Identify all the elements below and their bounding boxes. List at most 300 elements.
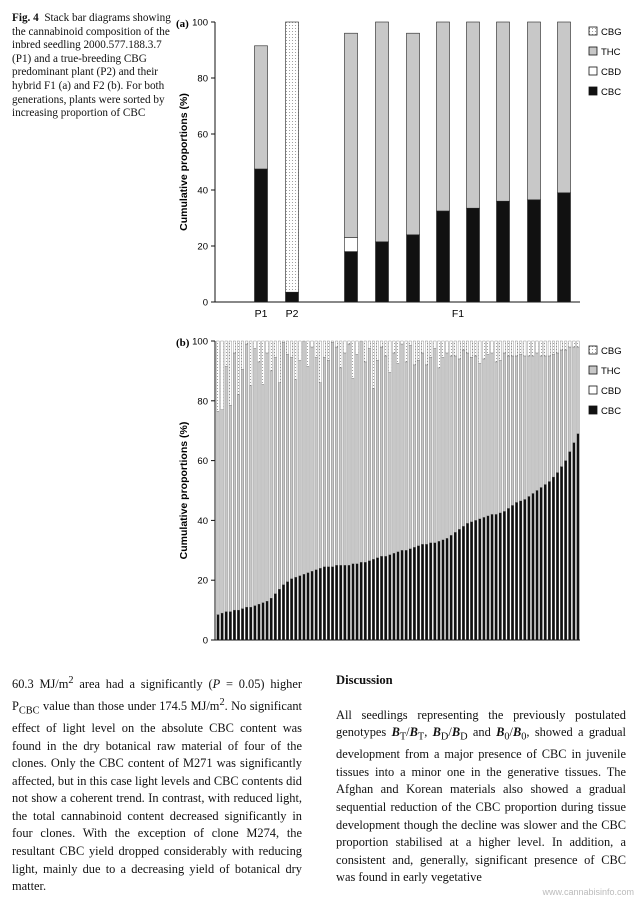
bar-b-16-cbg: [278, 341, 281, 383]
bar-b-60-cbc: [458, 529, 461, 640]
bar-b-62-thc: [466, 353, 469, 523]
bar-b-14-cbc: [270, 598, 273, 640]
bar-b-67-thc: [487, 354, 490, 515]
bar-b-29-thc: [331, 342, 334, 566]
bar-b-69-cbg: [495, 341, 498, 362]
bar-b-56-cbg: [442, 341, 445, 357]
bar-b-18-thc: [286, 354, 289, 581]
bar-b-75-thc: [519, 354, 522, 501]
bar-b-83-thc: [552, 354, 555, 477]
bar-b-7-cbg: [241, 341, 244, 369]
bar-b-3-cbg: [225, 341, 228, 366]
bar-b-13-cbg: [266, 341, 269, 353]
bar-b-36-thc: [360, 341, 363, 562]
bar-b-26-thc: [319, 383, 322, 568]
bar-b-41-cbg: [380, 341, 383, 347]
bar-a-2-cbg: [286, 22, 299, 292]
bar-b-62-cbg: [466, 341, 469, 353]
bar-b-13-cbc: [266, 601, 269, 640]
legend-label-cbc: CBC: [601, 87, 622, 98]
bar-b-44-thc: [393, 353, 396, 553]
bar-b-51-cbg: [421, 341, 424, 353]
bar-b-80-thc: [540, 356, 543, 488]
bar-b-8-cbg: [245, 341, 248, 344]
bar-b-72-thc: [507, 356, 510, 508]
bar-b-87-thc: [569, 347, 572, 452]
bar-b-2-thc: [221, 410, 224, 613]
bar-b-49-cbc: [413, 547, 416, 640]
bar-b-27-cbg: [323, 341, 326, 357]
bar-b-32-cbc: [344, 565, 347, 640]
bar-b-82-thc: [548, 356, 551, 482]
bar-b-66-thc: [483, 359, 486, 517]
bar-a-5-thc: [407, 33, 420, 235]
bar-b-58-cbg: [450, 341, 453, 356]
y-tick-label: 40: [197, 185, 208, 197]
bar-b-15-cbg: [274, 341, 277, 357]
bar-b-23-cbc: [307, 573, 310, 640]
bar-b-16-cbc: [278, 589, 281, 640]
bar-b-24-cbc: [311, 571, 314, 640]
bar-b-13-thc: [266, 353, 269, 601]
group-label: P1: [254, 308, 268, 320]
bar-b-69-thc: [495, 362, 498, 514]
bar-b-53-cbg: [429, 341, 432, 357]
bar-b-25-cbc: [315, 570, 318, 640]
bar-a-4-cbc: [376, 242, 389, 302]
y-tick-label: 20: [197, 241, 208, 253]
bar-b-28-cbg: [327, 341, 330, 360]
bar-b-77-thc: [528, 356, 531, 497]
bar-a-7-thc: [467, 22, 480, 208]
bar-b-28-cbc: [327, 567, 330, 640]
bar-b-43-cbg: [389, 341, 392, 372]
legend-swatch-cbd: [589, 67, 597, 75]
bar-a-2-cbc: [286, 292, 299, 302]
y-tick-label: 0: [202, 297, 208, 309]
bar-b-81-cbc: [544, 485, 547, 640]
bar-b-50-cbg: [417, 341, 420, 360]
bar-b-21-thc: [299, 360, 302, 575]
bar-b-36-cbc: [360, 562, 363, 640]
bar-b-50-thc: [417, 360, 420, 545]
bar-b-56-cbc: [442, 540, 445, 640]
bar-b-55-cbc: [438, 541, 441, 640]
bar-a-10-thc: [558, 22, 571, 193]
bar-b-26-cbg: [319, 341, 322, 383]
bar-b-45-cbg: [397, 341, 400, 363]
bar-b-60-thc: [458, 359, 461, 529]
bar-b-78-cbc: [532, 493, 535, 640]
bar-b-21-cbg: [299, 341, 302, 360]
bar-b-45-cbc: [397, 552, 400, 640]
bar-b-40-thc: [376, 360, 379, 557]
bar-b-79-cbc: [536, 491, 539, 641]
bar-b-27-cbc: [323, 567, 326, 640]
bar-b-37-cbc: [364, 562, 367, 640]
bar-b-56-thc: [442, 357, 445, 539]
bar-b-11-cbg: [258, 341, 261, 362]
bar-b-64-cbc: [474, 520, 477, 640]
bar-b-76-cbg: [524, 341, 527, 356]
bar-b-52-thc: [425, 365, 428, 544]
bar-b-61-cbg: [462, 341, 465, 350]
bar-b-74-cbg: [515, 341, 518, 356]
bar-b-31-thc: [339, 368, 342, 565]
legend-label-cbd: CBD: [601, 386, 622, 397]
bar-b-12-cbc: [262, 603, 265, 640]
legend-swatch-cbd: [589, 386, 597, 394]
bar-b-52-cbg: [425, 341, 428, 365]
y-axis-label: Cumulative proportions (%): [178, 421, 190, 560]
watermark: www.cannabisinfo.com: [542, 887, 634, 897]
bar-a-4-thc: [376, 22, 389, 242]
bar-b-63-thc: [470, 357, 473, 521]
bar-b-31-cbc: [339, 565, 342, 640]
bar-b-84-thc: [556, 353, 559, 473]
bar-b-65-cbc: [479, 519, 482, 640]
bar-b-68-cbc: [491, 514, 494, 640]
bar-b-88-thc: [573, 347, 576, 443]
bar-b-12-thc: [262, 384, 265, 602]
right-column-heading: Discussion: [336, 673, 393, 687]
bar-b-50-cbc: [417, 546, 420, 640]
bar-b-47-thc: [405, 362, 408, 550]
bar-b-77-cbg: [528, 341, 531, 356]
bar-b-15-cbc: [274, 594, 277, 640]
bar-a-8-thc: [497, 22, 510, 201]
bar-b-6-cbc: [237, 610, 240, 640]
bar-b-84-cbc: [556, 473, 559, 640]
bar-b-29-cbg: [331, 341, 334, 342]
bar-a-6-thc: [437, 22, 450, 211]
bar-b-35-cbg: [356, 341, 359, 354]
bar-b-6-cbg: [237, 341, 240, 395]
bar-a-3-cbd: [345, 238, 358, 252]
bar-b-88-cbg: [573, 341, 576, 347]
panel-label: (a): [176, 18, 189, 30]
legend-label-cbd: CBD: [601, 67, 622, 78]
bar-b-66-cbc: [483, 517, 486, 640]
bar-b-22-cbc: [303, 574, 306, 640]
bar-b-9-cbc: [249, 607, 252, 640]
bar-b-72-cbc: [507, 508, 510, 640]
bar-b-45-thc: [397, 363, 400, 551]
bar-b-85-cbc: [560, 467, 563, 640]
bar-b-1-thc: [217, 411, 220, 614]
bar-b-23-thc: [307, 366, 310, 572]
bar-b-3-cbc: [225, 612, 228, 640]
bar-b-81-thc: [544, 356, 547, 485]
bar-b-71-thc: [503, 353, 506, 511]
bar-b-52-cbc: [425, 544, 428, 640]
bar-b-64-thc: [474, 356, 477, 520]
bar-b-67-cbg: [487, 341, 490, 354]
bar-b-47-cbc: [405, 550, 408, 640]
bar-b-44-cbg: [393, 341, 396, 353]
y-tick-label: 40: [197, 515, 208, 527]
bar-b-5-cbg: [233, 341, 236, 353]
bar-b-27-thc: [323, 357, 326, 566]
bar-b-61-cbc: [462, 526, 465, 640]
bar-b-42-cbg: [384, 341, 387, 356]
bar-b-63-cbg: [470, 341, 473, 357]
bar-b-65-cbg: [479, 341, 482, 363]
y-tick-label: 100: [192, 336, 208, 348]
bar-b-44-cbc: [393, 553, 396, 640]
bar-b-60-cbg: [458, 341, 461, 359]
bar-b-33-thc: [348, 344, 351, 565]
bar-b-83-cbc: [552, 477, 555, 640]
bar-b-24-cbg: [311, 341, 314, 347]
y-axis-label: Cumulative proportions (%): [178, 93, 190, 231]
bar-b-39-cbc: [372, 559, 375, 640]
bar-b-37-cbg: [364, 341, 367, 362]
legend-swatch-cbg: [589, 27, 597, 35]
legend-label-cbg: CBG: [601, 27, 622, 38]
bar-b-74-thc: [515, 356, 518, 503]
bar-b-46-thc: [401, 344, 404, 550]
bar-b-2-cbg: [221, 341, 224, 410]
bar-a-1-thc: [255, 46, 268, 169]
legend-swatch-thc: [589, 47, 597, 55]
stacked-bar-chart-b: [0, 330, 640, 660]
bar-b-21-cbc: [299, 576, 302, 640]
bar-a-5-cbc: [407, 235, 420, 302]
bar-b-23-cbg: [307, 341, 310, 366]
bar-b-54-cbg: [434, 341, 437, 348]
y-tick-label: 60: [197, 129, 208, 141]
figure-label: Fig. 4: [12, 12, 39, 24]
bar-b-89-cbc: [577, 434, 580, 640]
bar-b-34-cbc: [352, 564, 355, 640]
bar-b-10-thc: [254, 348, 257, 605]
legend-label-cbc: CBC: [601, 406, 622, 417]
bar-a-10-cbc: [558, 193, 571, 302]
bar-a-3-cbc: [345, 252, 358, 302]
bar-b-72-cbg: [507, 341, 510, 356]
bar-b-68-thc: [491, 353, 494, 514]
legend-swatch-cbc: [589, 87, 597, 95]
bar-b-53-cbc: [429, 543, 432, 640]
legend-label-thc: THC: [601, 366, 621, 377]
bar-b-22-thc: [303, 341, 306, 574]
bar-b-47-cbg: [405, 341, 408, 362]
bar-b-76-cbc: [524, 499, 527, 640]
bar-b-64-cbg: [474, 341, 477, 356]
bar-b-48-thc: [409, 345, 412, 548]
bar-a-9-cbc: [528, 200, 541, 302]
bar-b-87-cbg: [569, 341, 572, 347]
bar-b-9-thc: [249, 386, 252, 607]
bar-b-33-cbc: [348, 565, 351, 640]
bar-b-5-thc: [233, 353, 236, 610]
bar-b-61-thc: [462, 350, 465, 526]
bar-b-10-cbg: [254, 341, 257, 348]
bar-b-59-thc: [454, 356, 457, 532]
legend-label-thc: THC: [601, 47, 621, 58]
bar-b-39-cbg: [372, 341, 375, 389]
bar-b-43-cbc: [389, 555, 392, 640]
bar-b-10-cbc: [254, 606, 257, 640]
bar-b-6-thc: [237, 395, 240, 610]
bar-b-75-cbc: [519, 501, 522, 640]
bar-b-17-thc: [282, 342, 285, 584]
bar-b-41-cbc: [380, 556, 383, 640]
bar-b-83-cbg: [552, 341, 555, 354]
bar-b-85-cbg: [560, 341, 563, 350]
bar-b-80-cbc: [540, 488, 543, 640]
bar-b-17-cbc: [282, 585, 285, 640]
bar-b-19-cbg: [290, 341, 293, 357]
bar-b-62-cbc: [466, 523, 469, 640]
body-column-right: [336, 672, 626, 887]
bar-b-9-cbg: [249, 341, 252, 386]
y-tick-label: 80: [197, 396, 208, 408]
bar-b-1-cbg: [217, 341, 220, 411]
body-column-left: [12, 672, 302, 896]
bar-b-29-cbc: [331, 567, 334, 640]
bar-a-3-thc: [345, 33, 358, 237]
bar-b-59-cbc: [454, 532, 457, 640]
bar-b-74-cbc: [515, 502, 518, 640]
y-tick-label: 100: [192, 17, 208, 29]
bar-b-58-cbc: [450, 535, 453, 640]
legend-swatch-thc: [589, 366, 597, 374]
panel-label: (b): [176, 337, 190, 349]
bar-b-17-cbg: [282, 341, 285, 342]
bar-b-5-cbc: [233, 610, 236, 640]
bar-a-7-cbc: [467, 208, 480, 302]
bar-b-37-thc: [364, 362, 367, 562]
bar-b-70-cbc: [499, 513, 502, 640]
bar-b-79-cbg: [536, 341, 539, 353]
bar-b-58-thc: [450, 356, 453, 535]
bar-b-15-thc: [274, 357, 277, 593]
bar-b-31-cbg: [339, 341, 342, 368]
bar-b-7-cbc: [241, 609, 244, 640]
bar-b-32-cbg: [344, 341, 347, 353]
bar-a-6-cbc: [437, 211, 450, 302]
bar-b-71-cbc: [503, 511, 506, 640]
bar-b-73-cbg: [511, 341, 514, 356]
bar-b-41-thc: [380, 347, 383, 556]
y-tick-label: 60: [197, 456, 208, 468]
y-tick-label: 80: [197, 73, 208, 85]
bar-b-86-cbg: [564, 341, 567, 350]
bar-b-59-cbg: [454, 341, 457, 356]
bar-b-38-cbc: [368, 561, 371, 640]
right-column-paragraph: All seedlings representing the previously postulated genotypes $B_T/B_T$, $B_D/B_D$ and $B_0/B_0$, showed a gradual development from a major presence of CBC in juvenile tissues into a minor one in the generative tissues. The Afghan and Korean materials also showed a gradual sequential reduction of the CBC proportion during tissue development though the decline was slower and the CBC proportion stabilised at a higher level. In addition, a consistent and, generally, significant presence of CBC was found in early vegetative: [336, 707, 627, 885]
bar-b-79-thc: [536, 353, 539, 491]
bar-b-87-cbc: [569, 452, 572, 640]
bar-b-18-cbc: [286, 582, 289, 640]
bar-b-63-cbc: [470, 522, 473, 640]
bar-b-68-cbg: [491, 341, 494, 353]
bar-b-89-cbg: [577, 341, 580, 347]
bar-b-55-cbg: [438, 341, 441, 368]
bar-b-8-cbc: [245, 607, 248, 640]
bar-b-46-cbc: [401, 550, 404, 640]
bar-b-30-thc: [335, 347, 338, 565]
bar-b-30-cbg: [335, 341, 338, 347]
bar-b-34-cbg: [352, 341, 355, 378]
bar-b-73-cbc: [511, 505, 514, 640]
bar-b-26-cbc: [319, 568, 322, 640]
bar-b-20-cbc: [294, 577, 297, 640]
bar-b-3-thc: [225, 366, 228, 611]
stacked-bar-chart-a: [0, 0, 640, 330]
bar-b-78-thc: [532, 356, 535, 494]
bar-b-42-cbc: [384, 556, 387, 640]
bar-b-53-thc: [429, 357, 432, 542]
bar-b-40-cbg: [376, 341, 379, 360]
bar-b-82-cbg: [548, 341, 551, 356]
bar-b-65-thc: [479, 363, 482, 518]
bar-b-12-cbg: [262, 341, 265, 384]
bar-b-86-thc: [564, 350, 567, 461]
bar-b-2-cbc: [221, 613, 224, 640]
legend-swatch-cbc: [589, 406, 597, 414]
bar-b-67-cbc: [487, 516, 490, 640]
bar-b-54-thc: [434, 348, 437, 542]
bar-a-8-cbc: [497, 201, 510, 302]
bar-b-14-cbg: [270, 341, 273, 371]
bar-b-57-thc: [446, 353, 449, 538]
bar-b-46-cbg: [401, 341, 404, 344]
bar-b-42-thc: [384, 356, 387, 556]
bar-b-82-cbc: [548, 482, 551, 640]
bar-b-70-cbg: [499, 341, 502, 360]
bar-b-88-cbc: [573, 443, 576, 640]
bar-b-78-cbg: [532, 341, 535, 356]
bar-b-39-thc: [372, 389, 375, 559]
left-column-paragraph: 60.3 $MJ/m^2$ area had a significantly (P = 0.05) higher $P_{CBC}$ value than those under 174.5 $MJ/m^2$. No significant effect of light level on the absolute CBC content was found in the dry botanical raw material of four of the clones. Only the CBC content of M271 was significantly affected, but in this case light levels and CBC contents did not show a coherent trend. In contrast, with reduced light, the total cannabinoid content decreased significantly in four clones. With the exception of clone M274, the resultant CBC yield dropped considerably with reducing light, mainly due to a decreasing yield of botanical dry matter.: [12, 675, 303, 894]
bar-b-38-thc: [368, 348, 371, 560]
bar-b-71-cbg: [503, 341, 506, 353]
bar-b-35-cbc: [356, 564, 359, 640]
bar-b-24-thc: [311, 347, 314, 571]
bar-b-18-cbg: [286, 341, 289, 354]
bar-b-80-cbg: [540, 341, 543, 356]
bar-b-35-thc: [356, 354, 359, 563]
bar-b-89-thc: [577, 347, 580, 434]
bar-b-20-cbg: [294, 341, 297, 380]
bar-b-14-thc: [270, 371, 273, 598]
bar-b-19-thc: [290, 357, 293, 578]
bar-b-70-thc: [499, 360, 502, 512]
bar-b-57-cbc: [446, 538, 449, 640]
bar-b-66-cbg: [483, 341, 486, 359]
bar-b-48-cbg: [409, 341, 412, 345]
bar-b-86-cbc: [564, 461, 567, 640]
bar-b-69-cbc: [495, 514, 498, 640]
group-label: P2: [285, 308, 299, 320]
bar-b-1-cbc: [217, 615, 220, 640]
bar-b-55-thc: [438, 368, 441, 541]
bar-b-25-thc: [315, 357, 318, 569]
bar-b-4-cbg: [229, 341, 232, 405]
bar-b-48-cbc: [409, 549, 412, 640]
bar-b-51-cbc: [421, 544, 424, 640]
bar-b-84-cbg: [556, 341, 559, 353]
bar-b-43-thc: [389, 372, 392, 554]
bar-b-85-thc: [560, 350, 563, 467]
bar-b-75-cbg: [519, 341, 522, 354]
bar-b-34-thc: [352, 378, 355, 563]
bar-b-4-thc: [229, 405, 232, 611]
bar-b-51-thc: [421, 353, 424, 544]
